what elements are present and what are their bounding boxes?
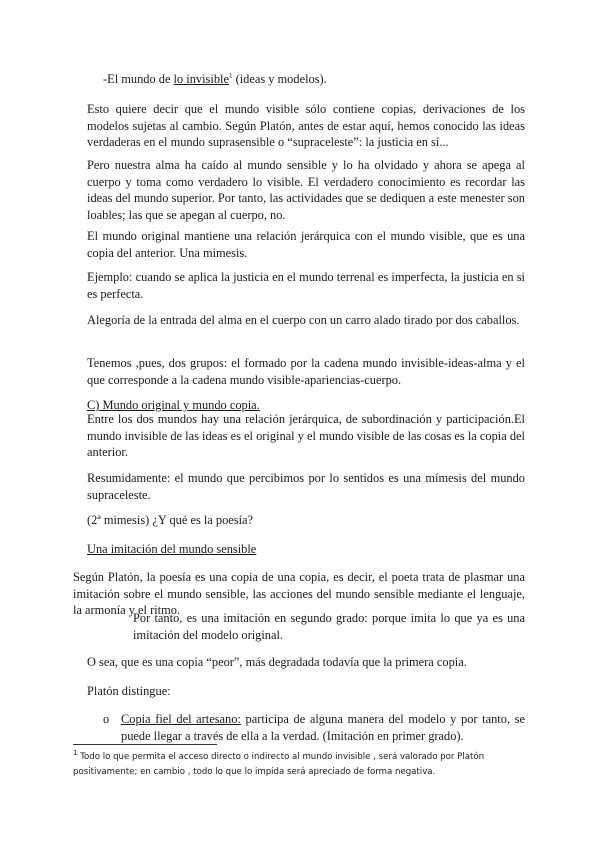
footnote-separator [73, 744, 217, 745]
footnote-ref[interactable]: 1 [228, 71, 233, 80]
footnote-text: Todo lo que permita el acceso directo o indirecto al mundo invisible , será valorado por Platón positivamente; en cambio , todo lo que lo impida será apreciado de forma negativa. [73, 752, 485, 777]
paragraph-worse-copy: O sea, que es una copia “peor”, más degradada todavía que la primera copia. [87, 655, 467, 669]
paragraph-poetry: Según Platón, la poesía es una copia de una copia, es decir, el poeta trata de plasmar una imitación sobre el mundo sensible, las acciones del mundo sensible mediante el lenguaje, la armonía y el ritmo. [73, 570, 525, 617]
bullet-marker: o [103, 712, 110, 726]
paragraph-copies: Esto quiere decir que el mundo visible sólo contiene copias, derivaciones de los modelos sujetas al cambio. Según Platón, antes de estar aquí, hemos conocido las ideas verdaderas en el mundo suprasensible o “supraceleste”: la justicia en sí... [87, 102, 525, 149]
bullet-item-text: participa de alguna manera del modelo y por tanto, se puede llegar a través de ella a la verdad. (Imitación en primer grado). [121, 712, 525, 743]
bullet-item-label: Copia fiel del artesano: [121, 712, 241, 726]
paragraph-allegory: Alegoría de la entrada del alma en el cuerpo con un carro alado tirado por dos caballos. [87, 313, 520, 327]
paragraph-example: Ejemplo: cuando se aplica la justicia en el mundo terrenal es imperfecta, la justicia en si es perfecta. [87, 270, 525, 301]
footnote [73, 750, 525, 780]
paragraph-soul: Pero nuestra alma ha caído al mundo sensible y lo ha olvidado y ahora se apega al cuerpo y toma como verdadero lo visible. El verdadero conocimiento es recordar las ideas del mundo superior. Por tanto, las actividades que se dediquen a este menester son loables; las que se apegan al cuerpo, no. [87, 158, 525, 222]
section-c-heading: C) Mundo original y mundo copia. [87, 398, 260, 412]
bullet-item-artisan [121, 711, 525, 744]
intro-line [103, 71, 523, 88]
intro-prefix: -El mundo de [103, 72, 174, 86]
paragraph-distinguishes: Platón distingue: [87, 684, 171, 698]
heading-imitation: Una imitación del mundo sensible [87, 542, 257, 556]
paragraph-second-mimesis: (2ª mimesis) ¿Y qué es la poesía? [87, 513, 254, 527]
invisible-world-term: lo invisible [173, 72, 229, 86]
intro-suffix: (ideas y modelos). [232, 72, 327, 86]
paragraph-summary: Resumidamente: el mundo que percibimos por lo sentidos es una mímesis del mundo supraceleste. [87, 471, 525, 502]
paragraph-second-degree: Por tanto, es una imitación en segundo grado: porque imita lo que ya es una imitación del modelo original. [133, 611, 525, 642]
paragraph-hierarchy: El mundo original mantiene una relación jerárquica con el mundo visible, que es una copia del anterior. Una mimesis. [87, 229, 525, 260]
paragraph-groups: Tenemos ,pues, dos grupos: el formado por la cadena mundo invisible-ideas-alma y el que corresponde a la cadena mundo visible-apariencias-cuerpo. [87, 356, 525, 387]
paragraph-relation: Entre los dos mundos hay una relación jerárquica, de subordinación y participación.El mundo invisible de las ideas es el original y el mundo visible de las cosas es la copia del anterior. [87, 412, 525, 459]
footnote-number: 1 [73, 749, 78, 758]
